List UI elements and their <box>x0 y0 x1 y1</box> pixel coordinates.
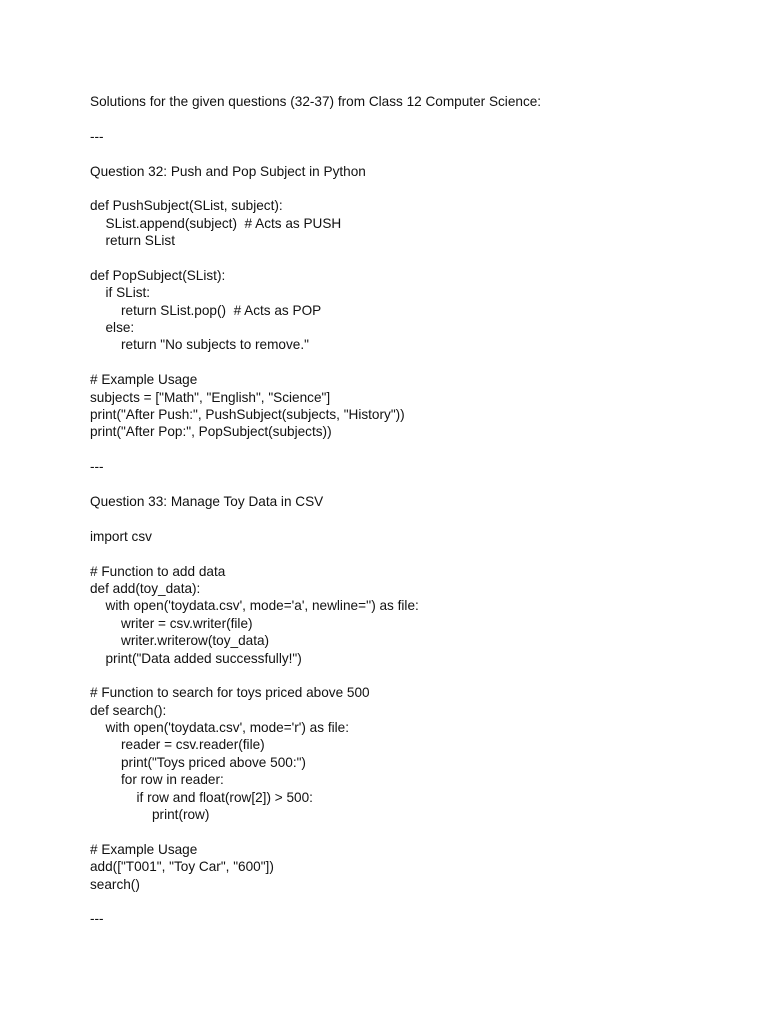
code-comment: # Example Usage <box>90 372 198 388</box>
code-line: with open('toydata.csv', mode='a', newline='') as file: <box>105 598 419 614</box>
blank-line <box>90 476 730 493</box>
code-line: return "No subjects to remove." <box>121 337 309 353</box>
section-divider: --- <box>90 459 104 475</box>
document-title: Solutions for the given questions (32-37) from Class 12 Computer Science: <box>90 94 542 109</box>
blank-line <box>90 441 730 458</box>
code-line: search() <box>90 876 140 892</box>
question-heading: Question 32: Push and Pop Subject in Python <box>90 163 366 179</box>
blank-line <box>90 667 730 684</box>
blank-line <box>90 145 730 162</box>
code-comment: # Function to search for toys priced above 500 <box>90 685 370 701</box>
blank-line <box>90 545 730 562</box>
code-line: subjects = ["Math", "English", "Science"] <box>90 389 331 405</box>
code-line: writer.writerow(toy_data) <box>121 633 270 649</box>
code-line: return SList.pop() # Acts as POP <box>121 302 322 318</box>
code-line: return SList <box>105 233 176 249</box>
blank-line <box>90 893 730 910</box>
code-line: print(row) <box>152 807 210 823</box>
code-line: def PushSubject(SList, subject): <box>90 198 283 214</box>
code-line: def add(toy_data): <box>90 580 201 596</box>
code-line: reader = csv.reader(file) <box>121 737 265 753</box>
question-heading: Question 33: Manage Toy Data in CSV <box>90 493 324 509</box>
code-line: with open('toydata.csv', mode='r') as file: <box>105 720 349 736</box>
code-line: import csv <box>90 528 152 544</box>
code-line: SList.append(subject) # Acts as PUSH <box>105 215 342 231</box>
blank-line <box>90 510 730 527</box>
blank-line <box>90 250 730 267</box>
code-line: else: <box>105 320 135 336</box>
section-divider: --- <box>90 128 104 144</box>
code-line: add(["T001", "Toy Car", "600"]) <box>90 859 274 875</box>
code-comment: # Example Usage <box>90 841 198 857</box>
code-line: if SList: <box>105 285 151 301</box>
code-line: for row in reader: <box>121 772 224 788</box>
blank-line <box>90 110 730 127</box>
code-line: print("After Push:", PushSubject(subjects, "History")) <box>90 407 405 423</box>
blank-line <box>90 354 730 371</box>
code-line: def search(): <box>90 702 167 718</box>
code-line: print("Data added successfully!") <box>105 650 302 666</box>
code-comment: # Function to add data <box>90 563 226 579</box>
code-line: def PopSubject(SList): <box>90 267 226 283</box>
code-line: print("Toys priced above 500:") <box>121 754 306 770</box>
section-divider: --- <box>90 911 104 927</box>
code-line: writer = csv.writer(file) <box>121 615 253 631</box>
blank-line <box>90 180 730 197</box>
code-line: print("After Pop:", PopSubject(subjects)) <box>90 424 332 440</box>
blank-line <box>90 823 730 840</box>
code-line: if row and float(row[2]) > 500: <box>136 789 313 805</box>
document-body <box>90 93 730 928</box>
